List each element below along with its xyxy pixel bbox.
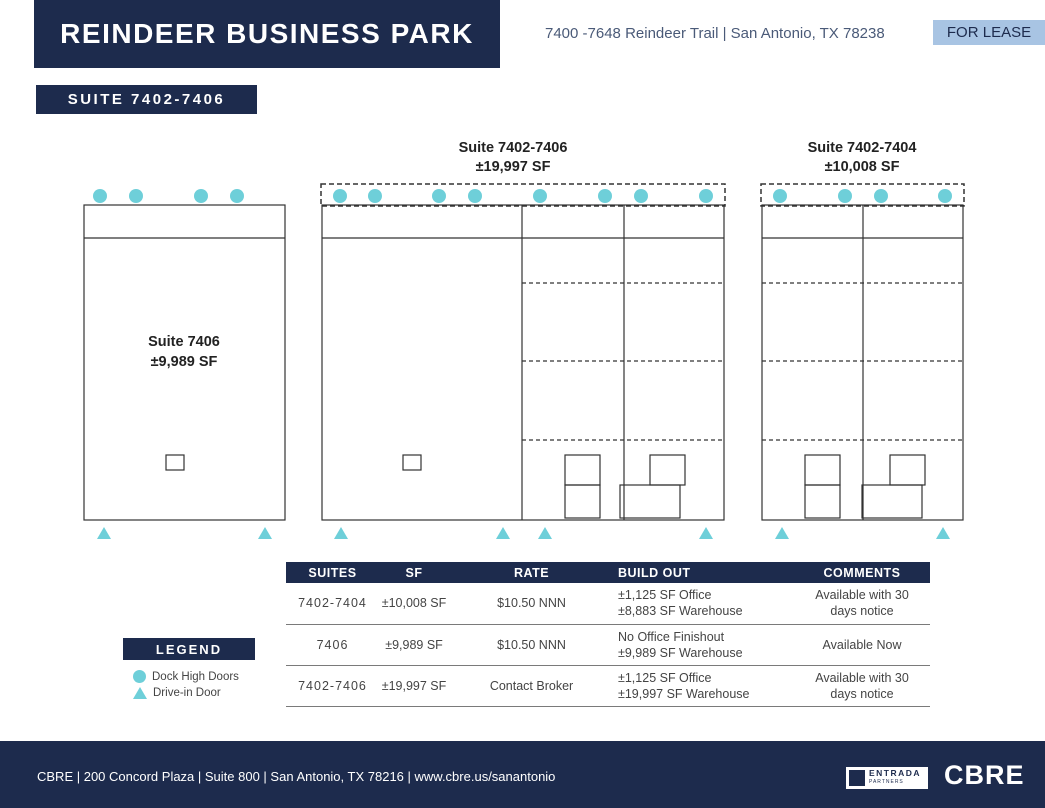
dock-door-icon	[333, 189, 347, 203]
plan-center-sf: ±19,997 SF	[475, 159, 551, 175]
cell-build-out	[614, 624, 794, 665]
col-comments: COMMENTS	[794, 562, 930, 583]
entrada-cube-icon	[849, 770, 865, 786]
comment-line: Available Now	[822, 637, 902, 652]
drive-in-door-icon	[258, 527, 272, 539]
dock-high-door-icon	[133, 670, 146, 683]
for-lease-badge: FOR LEASE	[933, 20, 1045, 45]
build-out-line: ±9,989 SF Warehouse	[618, 645, 743, 660]
cell-rate: Contact Broker	[449, 665, 614, 706]
cell-build-out	[614, 583, 794, 624]
floor-plans	[0, 120, 1045, 550]
drive-in-door-icon	[334, 527, 348, 539]
dock-door-icon	[368, 189, 382, 203]
legend-drive	[133, 687, 221, 699]
cell-comments	[794, 665, 930, 706]
legend-title: LEGEND	[123, 638, 255, 660]
property-title: REINDEER BUSINESS PARK	[60, 18, 474, 49]
comment-line: Available with 30	[815, 670, 909, 685]
footer-contact: CBRE | 200 Concord Plaza | Suite 800 | San Antonio, TX 78216 | www.cbre.us/sanantonio	[37, 769, 556, 784]
plan-center-name: Suite 7402-7406	[458, 140, 568, 156]
suite-tab: SUITE 7402-7406	[36, 85, 257, 114]
cell-rate: $10.50 NNN	[449, 624, 614, 665]
cbre-logo: CBRE	[944, 760, 1025, 790]
col-build-out: BUILD OUT	[614, 562, 794, 583]
drive-in-door-icon	[699, 527, 713, 539]
dock-door-icon	[634, 189, 648, 203]
cell-comments	[794, 583, 930, 624]
dock-door-icon	[938, 189, 952, 203]
build-out-line: ±19,997 SF Warehouse	[618, 686, 750, 701]
entrada-logo	[846, 767, 928, 789]
legend-dock	[133, 670, 239, 683]
table-header-row	[286, 562, 930, 583]
build-out-line: ±8,883 SF Warehouse	[618, 604, 743, 619]
col-suites: SUITES	[286, 562, 379, 583]
dock-door-icon	[699, 189, 713, 203]
plan-center-outline	[322, 205, 724, 520]
comment-line: days notice	[830, 604, 894, 619]
cell-build-out	[614, 665, 794, 706]
dock-door-icon	[194, 189, 208, 203]
dock-door-icon	[129, 189, 143, 203]
plan-right-sf: ±10,008 SF	[824, 159, 900, 175]
drive-in-door-icon	[775, 527, 789, 539]
dock-door-icon	[432, 189, 446, 203]
drive-in-door-icon	[538, 527, 552, 539]
dock-door-icon	[838, 189, 852, 203]
cell-sf: ±19,997 SF	[379, 665, 449, 706]
dock-door-icon	[93, 189, 107, 203]
cell-rate: $10.50 NNN	[449, 583, 614, 624]
cell-suite: 7406	[286, 624, 379, 665]
entrada-sub: PARTNERS	[869, 779, 904, 785]
property-address: 7400 -7648 Reindeer Trail | San Antonio, TX 78238	[545, 25, 885, 42]
comment-line: days notice	[830, 686, 894, 701]
drive-in-door-icon	[936, 527, 950, 539]
plan-left-sf: ±9,989 SF	[150, 354, 218, 370]
dock-door-icon	[598, 189, 612, 203]
table-row	[286, 624, 930, 665]
drive-in-door-icon	[133, 687, 147, 699]
cell-sf: ±9,989 SF	[379, 624, 449, 665]
dock-door-icon	[230, 189, 244, 203]
build-out-line: No Office Finishout	[618, 629, 725, 644]
cell-suite: 7402-7406	[286, 665, 379, 706]
cell-suite: 7402-7404	[286, 583, 379, 624]
title-bar	[34, 0, 500, 68]
dock-door-icon	[773, 189, 787, 203]
col-sf: SF	[379, 562, 449, 583]
cell-comments	[794, 624, 930, 665]
comment-line: Available with 30	[815, 588, 909, 603]
suite-table	[286, 562, 930, 707]
build-out-line: ±1,125 SF Office	[618, 670, 712, 685]
entrada-name: ENTRADA	[869, 768, 922, 778]
drive-in-door-icon	[496, 527, 510, 539]
dock-door-icon	[874, 189, 888, 203]
plan-left-name: Suite 7406	[148, 334, 220, 350]
dock-door-icon	[468, 189, 482, 203]
drive-in-doors	[97, 527, 950, 539]
cell-sf: ±10,008 SF	[379, 583, 449, 624]
dock-door-icon	[533, 189, 547, 203]
table-row	[286, 583, 930, 624]
dock-high-doors	[93, 189, 952, 203]
legend-drive-label: Drive-in Door	[153, 687, 221, 699]
legend-dock-label: Dock High Doors	[152, 670, 239, 683]
col-rate: RATE	[449, 562, 614, 583]
plan-right-name: Suite 7402-7404	[807, 140, 917, 156]
drive-in-door-icon	[97, 527, 111, 539]
table-row	[286, 665, 930, 706]
build-out-line: ±1,125 SF Office	[618, 588, 712, 603]
